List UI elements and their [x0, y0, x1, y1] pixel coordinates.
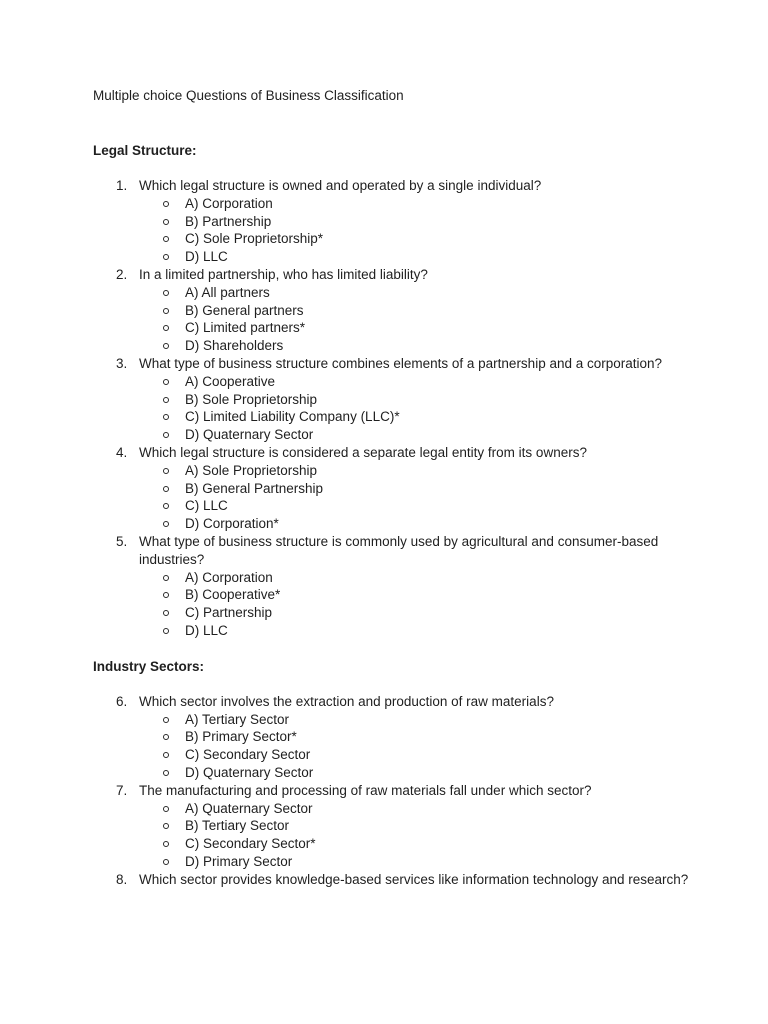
option-text: A) Corporation [185, 195, 273, 211]
hollow-circle-bullet-icon [163, 752, 169, 758]
hollow-circle-bullet-icon [163, 325, 169, 331]
hollow-circle-bullet-icon [163, 823, 169, 829]
option-text: D) Primary Sector [185, 853, 293, 869]
option-list [139, 195, 693, 266]
hollow-circle-bullet-icon [163, 379, 169, 385]
document-page [93, 87, 693, 888]
hollow-circle-bullet-icon [163, 628, 169, 634]
question-list [93, 177, 693, 640]
hollow-circle-bullet-icon [163, 503, 169, 509]
section-heading: Legal Structure: [93, 143, 197, 158]
option-item [139, 853, 693, 871]
option-text: D) LLC [185, 249, 228, 265]
hollow-circle-bullet-icon [163, 717, 169, 723]
question-number: 8. [116, 871, 128, 887]
section-heading: Industry Sectors: [93, 658, 205, 674]
section-spacer [93, 640, 693, 658]
option-text: A) Corporation [185, 569, 273, 585]
question-text: Which sector provides knowledge-based services like information technology and research? [139, 871, 689, 887]
question-item [93, 266, 693, 355]
hollow-circle-bullet-icon [163, 806, 169, 812]
hollow-circle-bullet-icon [163, 308, 169, 314]
question-item [93, 871, 693, 889]
question-text: In a limited partnership, who has limited liability? [139, 266, 428, 282]
question-number: 1. [116, 178, 128, 193]
option-text: B) Sole Proprietorship [185, 391, 318, 407]
question-number: 6. [116, 693, 128, 709]
question-text: What type of business structure is commonly used by agricultural and consumer-based industries? [139, 533, 659, 567]
option-item [139, 248, 693, 266]
hollow-circle-bullet-icon [163, 734, 169, 740]
option-text: D) Shareholders [185, 338, 284, 354]
option-item [139, 515, 693, 533]
option-text: C) Sole Proprietorship* [185, 231, 324, 247]
option-item [139, 835, 693, 853]
option-text: B) Primary Sector* [185, 729, 297, 745]
option-text: C) LLC [185, 498, 228, 514]
section [93, 142, 693, 658]
hollow-circle-bullet-icon [163, 575, 169, 581]
option-text: D) Quaternary Sector [185, 764, 314, 780]
option-item [139, 230, 693, 248]
option-item [139, 800, 693, 818]
option-list [139, 800, 693, 871]
hollow-circle-bullet-icon [163, 468, 169, 474]
option-item [139, 604, 693, 622]
question-item [93, 444, 693, 533]
hollow-circle-bullet-icon [163, 770, 169, 776]
hollow-circle-bullet-icon [163, 397, 169, 403]
hollow-circle-bullet-icon [163, 219, 169, 225]
option-list [139, 373, 693, 444]
option-text: C) Partnership [185, 605, 273, 621]
hollow-circle-bullet-icon [163, 859, 169, 865]
question-text: Which legal structure is considered a separate legal entity from its owners? [139, 444, 587, 460]
section [93, 658, 693, 889]
hollow-circle-bullet-icon [163, 414, 169, 420]
document-title: Multiple choice Questions of Business Classification [93, 88, 404, 103]
question-number: 4. [116, 444, 128, 460]
question-number: 7. [116, 782, 128, 798]
option-item [139, 462, 693, 480]
question-item [93, 533, 693, 640]
option-text: C) Limited partners* [185, 320, 306, 336]
option-item [139, 373, 693, 391]
option-text: D) Corporation* [185, 516, 279, 532]
question-number: 3. [116, 355, 128, 371]
option-item [139, 817, 693, 835]
question-list [93, 693, 693, 889]
option-text: B) Tertiary Sector [185, 818, 290, 834]
option-text: A) Tertiary Sector [185, 711, 290, 727]
option-item [139, 497, 693, 515]
option-text: D) LLC [185, 622, 228, 638]
option-item [139, 319, 693, 337]
hollow-circle-bullet-icon [163, 343, 169, 349]
option-text: D) Quaternary Sector [185, 427, 314, 443]
question-item [93, 782, 693, 871]
option-item [139, 711, 693, 729]
hollow-circle-bullet-icon [163, 841, 169, 847]
option-text: A) Quaternary Sector [185, 800, 313, 816]
question-item [93, 177, 693, 266]
question-item [93, 355, 693, 444]
question-number: 5. [116, 533, 128, 549]
hollow-circle-bullet-icon [163, 254, 169, 260]
option-list [139, 711, 693, 782]
option-list [139, 462, 693, 533]
option-item [139, 284, 693, 302]
option-item [139, 480, 693, 498]
option-list [139, 569, 693, 640]
hollow-circle-bullet-icon [163, 432, 169, 438]
sections-container [93, 142, 693, 888]
option-text: C) Limited Liability Company (LLC)* [185, 409, 400, 425]
option-item [139, 302, 693, 320]
hollow-circle-bullet-icon [163, 290, 169, 296]
option-text: B) General Partnership [185, 480, 324, 496]
hollow-circle-bullet-icon [163, 486, 169, 492]
option-item [139, 337, 693, 355]
question-item [93, 693, 693, 782]
question-text: The manufacturing and processing of raw materials fall under which sector? [139, 782, 592, 798]
option-item [139, 213, 693, 231]
question-number: 2. [116, 266, 128, 282]
option-text: C) Secondary Sector* [185, 836, 316, 852]
option-item [139, 408, 693, 426]
option-item [139, 746, 693, 764]
hollow-circle-bullet-icon [163, 610, 169, 616]
question-text: What type of business structure combines elements of a partnership and a corporation? [139, 355, 663, 371]
hollow-circle-bullet-icon [163, 592, 169, 598]
option-item [139, 426, 693, 444]
option-list [139, 284, 693, 355]
option-text: B) General partners [185, 302, 304, 318]
option-text: B) Cooperative* [185, 587, 281, 603]
option-text: A) Sole Proprietorship [185, 462, 318, 478]
option-item [139, 586, 693, 604]
option-text: A) All partners [185, 284, 270, 300]
option-text: A) Cooperative [185, 373, 276, 389]
option-item [139, 391, 693, 409]
option-item [139, 622, 693, 640]
question-text: Which legal structure is owned and operated by a single individual? [139, 178, 542, 193]
hollow-circle-bullet-icon [163, 236, 169, 242]
option-item [139, 728, 693, 746]
hollow-circle-bullet-icon [163, 521, 169, 527]
option-item [139, 569, 693, 587]
option-item [139, 195, 693, 213]
option-item [139, 764, 693, 782]
hollow-circle-bullet-icon [163, 201, 169, 207]
question-text: Which sector involves the extraction and production of raw materials? [139, 693, 554, 709]
option-text: B) Partnership [185, 213, 272, 229]
option-text: C) Secondary Sector [185, 747, 311, 763]
